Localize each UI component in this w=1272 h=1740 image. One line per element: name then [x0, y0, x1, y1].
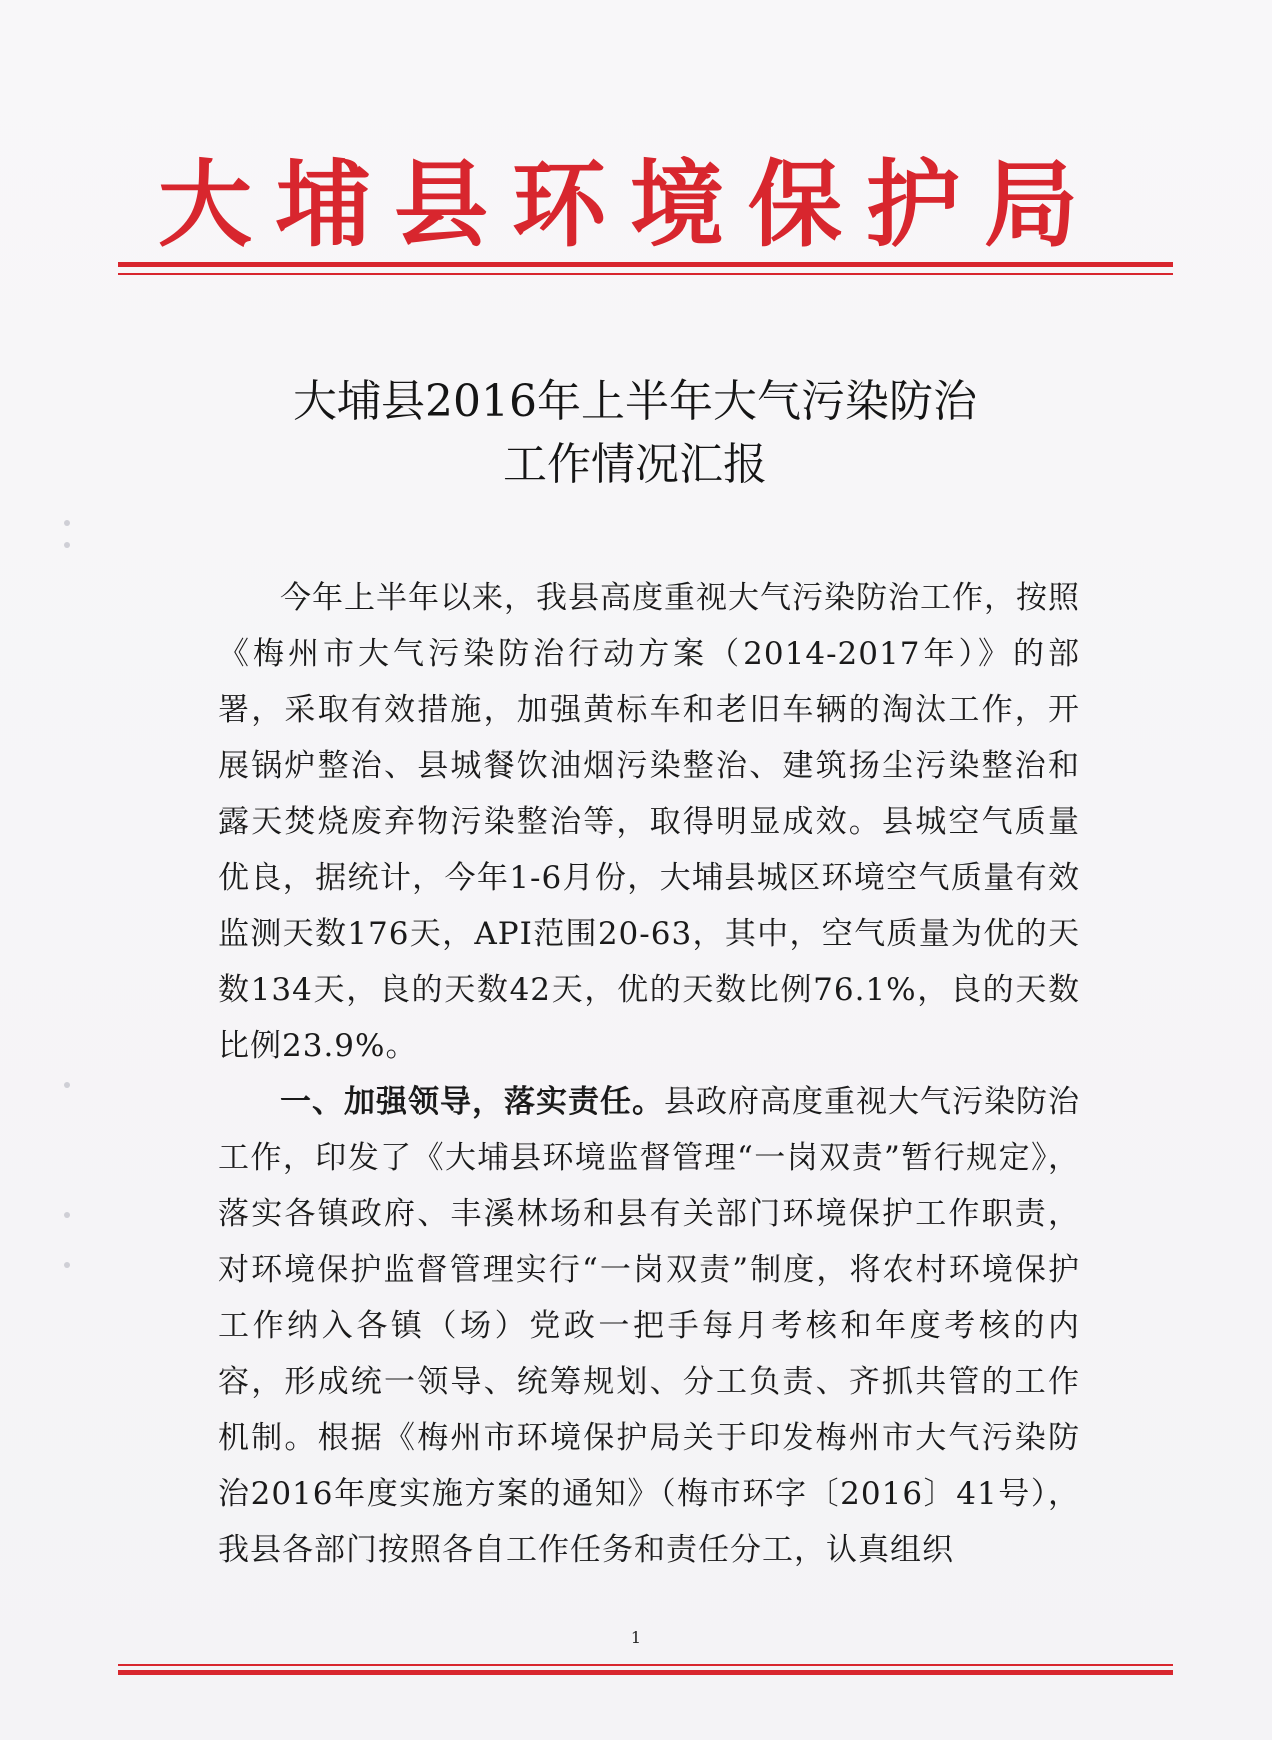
binding-hole-mark [64, 520, 70, 526]
section1-heading: 一、加强领导，落实责任。 [280, 1084, 664, 1120]
binding-hole-mark [64, 542, 70, 548]
letterhead-rule-thin [118, 273, 1173, 275]
section1-paragraph [218, 1074, 1080, 1578]
section1-body: 县政府高度重视大气污染防治工作，印发了《大埔县环境监督管理“一岗双责”暂行规定》，落实各镇政府、丰溪林场和县有关部门环境保护工作职责，对环境保护监督管理实行“一岗双责”制度，将农村环境保护工作纳入各镇（场）党政一把手每月考核和年度考核的内容，形成统一领导、统筹规划、分工负责、齐抓共管的工作机制。根据《梅州市环境保护局关于印发梅州市大气污染防治2016年度实施方案的通知》（梅市环字〔2016〕41号），我县各部门按照各自工作任务和责任分工，认真组织 [218, 1084, 1080, 1568]
page-number: 1 [630, 1628, 642, 1647]
binding-hole-mark [64, 1262, 70, 1268]
binding-hole-mark [64, 1212, 70, 1218]
document-title-line2: 工作情况汇报 [503, 439, 767, 490]
binding-hole-mark [64, 1082, 70, 1088]
document-title-line1: 大埔县2016年上半年大气污染防治 [293, 376, 977, 427]
letterhead-org-name: 大埔县环境保护局 [157, 150, 1102, 260]
footer-rule-thin [118, 1664, 1173, 1666]
intro-paragraph: 今年上半年以来，我县高度重视大气污染防治工作，按照《梅州市大气污染防治行动方案（2014-2017年）》的部署，采取有效措施，加强黄标车和老旧车辆的淘汰工作，开展锅炉整治、县城餐饮油烟污染整治、建筑扬尘污染整治和露天焚烧废弃物污染整治等，取得明显成效。县城空气质量优良，据统计，今年1-6月份，大埔县城区环境空气质量有效监测天数176天，API范围20-63，其中，空气质量为优的天数134天，良的天数42天，优的天数比例76.1%，良的天数比例23.9%。 [218, 580, 1080, 1064]
footer-rule-thick [118, 1670, 1173, 1675]
letterhead-rule-thick [118, 262, 1173, 267]
document-body [218, 570, 1080, 1578]
